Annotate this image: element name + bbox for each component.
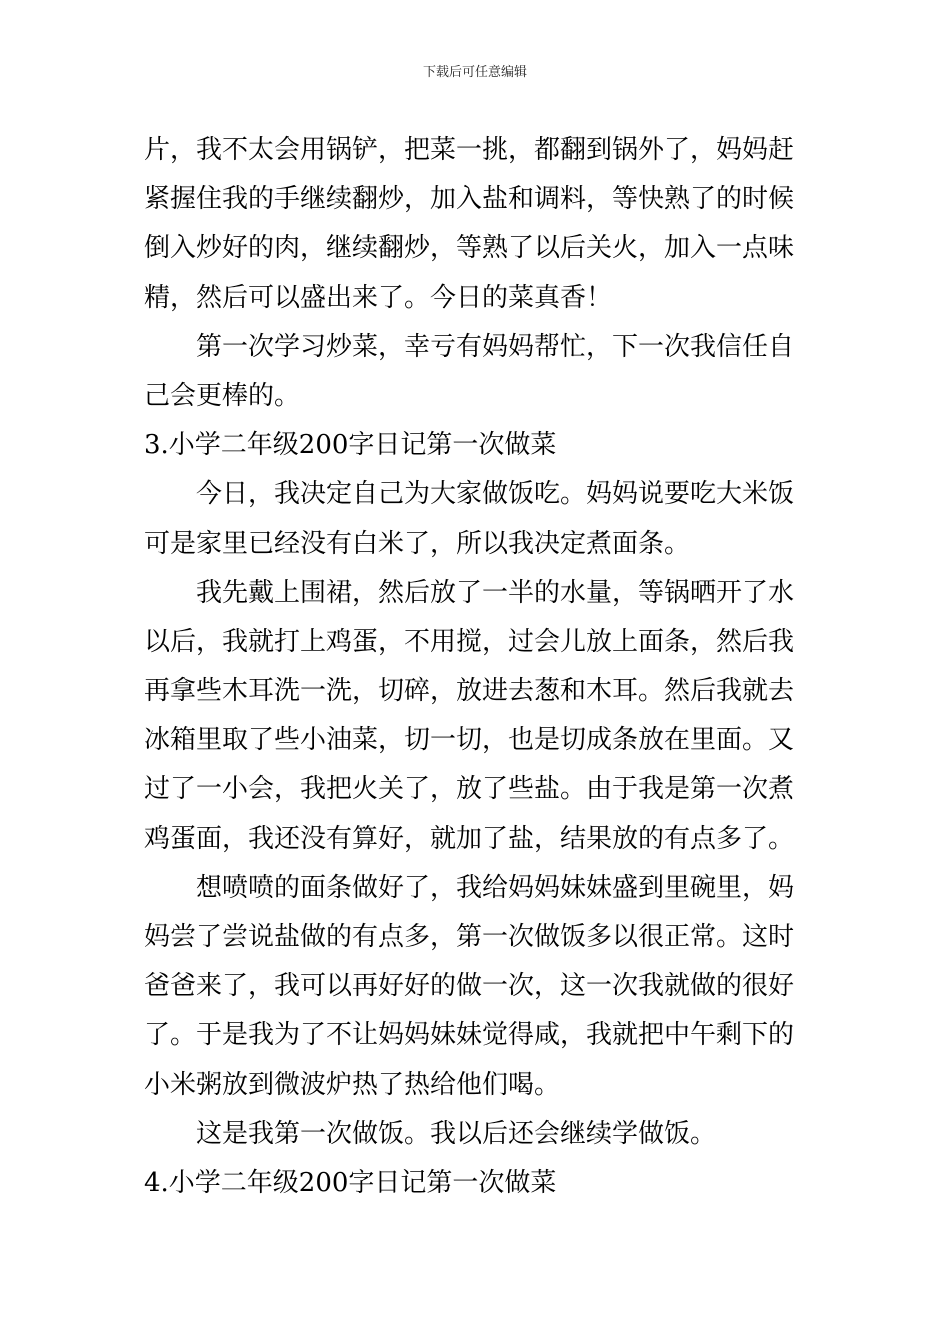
text-line: 小米粥放到微波炉热了热给他们喝。	[144, 1069, 561, 1100]
text-line: 再拿些木耳洗一洗，切碎，放进去葱和木耳。然后我就去	[144, 676, 795, 707]
text-line: 以后，我就打上鸡蛋，不用搅，过会儿放上面条，然后我	[144, 626, 795, 657]
text-line: 鸡蛋面，我还没有算好，就加了盐，结果放的有点多了。	[144, 823, 795, 854]
text-line: 倒入炒好的肉，继续翻炒，等熟了以后关火，加入一点味	[144, 233, 795, 264]
text-line: 可是家里已经没有白米了，所以我决定煮面条。	[144, 528, 691, 559]
text-line: 爸爸来了，我可以再好好的做一次，这一次我就做的很好	[144, 971, 795, 1002]
text-line: 第一次学习炒菜，幸亏有妈妈帮忙，下一次我信任自	[196, 331, 795, 362]
page-header: 下载后可任意编辑	[422, 65, 527, 80]
text-line: 我先戴上围裙，然后放了一半的水量，等锅晒开了水	[196, 577, 795, 608]
text-line: 了。于是我为了不让妈妈妹妹觉得咸，我就把中午剩下的	[144, 1020, 795, 1051]
document-body	[144, 126, 809, 1208]
text-line: 精，然后可以盛出来了。今日的菜真香！	[144, 282, 613, 313]
text-line: 这是我第一次做饭。我以后还会继续学做饭。	[196, 1118, 717, 1149]
text-line: 己会更棒的。	[144, 380, 301, 411]
text-line: 过了一小会，我把火关了，放了些盐。由于我是第一次煮	[144, 774, 795, 805]
text-line: 妈尝了尝说盐做的有点多，第一次做饭多以很正常。这时	[144, 922, 795, 952]
section-heading: 3.小学二年级200字日记第一次做菜	[144, 430, 557, 461]
text-line: 冰箱里取了些小油菜，切一切，也是切成条放在里面。又	[144, 725, 795, 756]
text-line: 片，我不太会用锅铲，把菜一挑，都翻到锅外了，妈妈赶	[144, 135, 795, 165]
text-line: 想喷喷的面条做好了，我给妈妈妹妹盛到里碗里，妈	[196, 872, 795, 903]
text-line: 紧握住我的手继续翻炒，加入盐和调料，等快熟了的时候	[144, 184, 795, 215]
text-line: 今日，我决定自己为大家做饭吃。妈妈说要吃大米饭	[196, 479, 795, 510]
section-heading: 4.小学二年级200字日记第一次做菜	[144, 1167, 557, 1198]
